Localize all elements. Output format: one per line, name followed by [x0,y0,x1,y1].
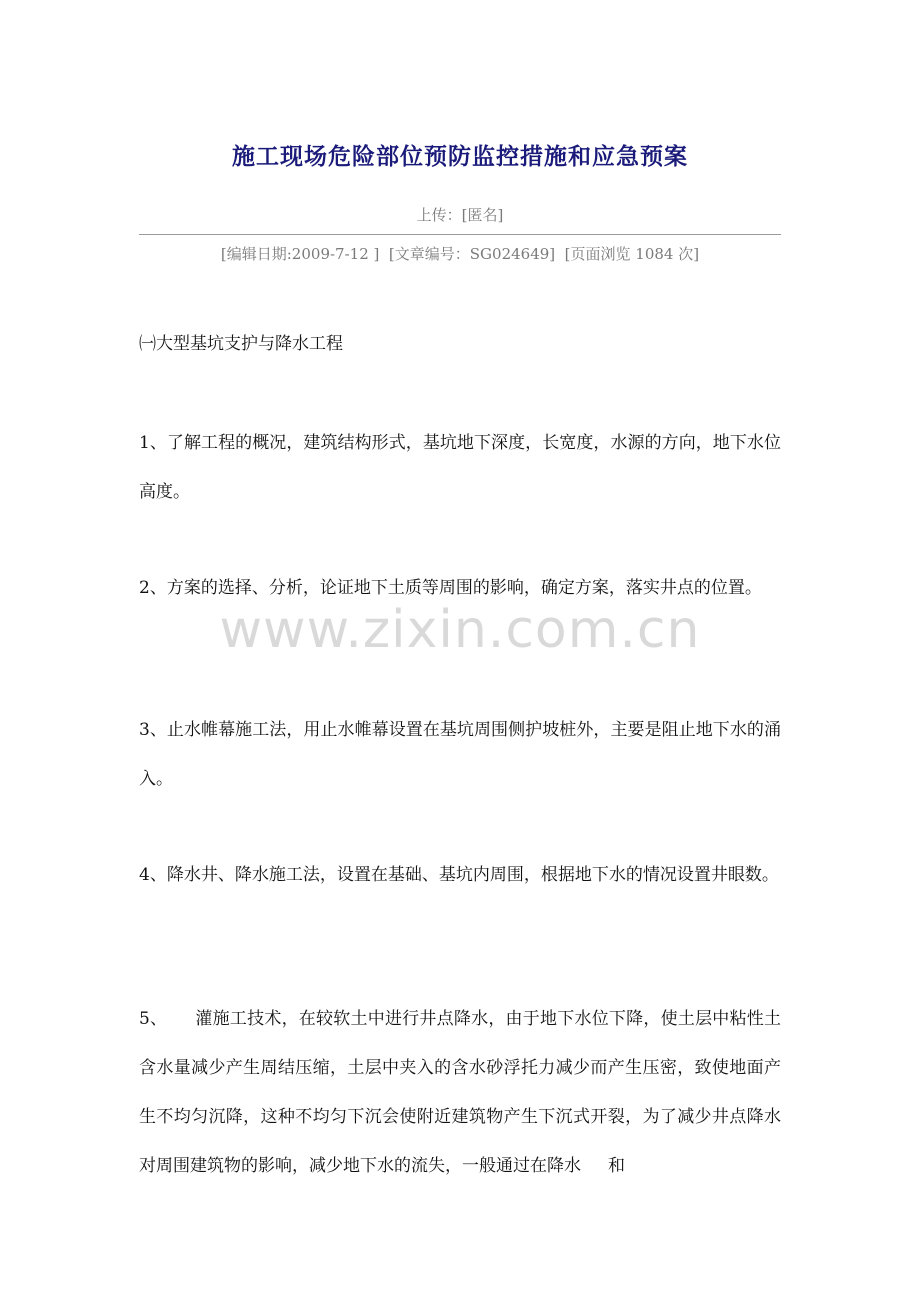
section-heading: ㈠大型基坑支护与降水工程 [139,334,343,354]
paragraph-4: 4、降水井、降水施工法，设置在基础、基坑内周围，根据地下水的情况设置井眼数。 [139,865,779,885]
paragraph-3: 3、止水帷幕施工法，用止水帷幕设置在基坑周围侧护坡桩外，主要是阻止地下水的涌入。 [139,720,781,789]
article-title: 施工现场危险部位预防监控措施和应急预案 [232,143,688,170]
header-divider [139,234,781,235]
article-meta: [编辑日期:2009-7-12 ] [文章编号：SG024649] [页面浏览 1084 次] [220,245,700,263]
watermark: www.zixin.com.cn [219,600,701,660]
paragraph-1: 1、了解工程的概况，建筑结构形式，基坑地下深度，长宽度，水源的方向，地下水位高度。 [139,433,781,502]
paragraph-2: 2、方案的选择、分析，论证地下土质等周围的影响，确定方案，落实井点的位置。 [139,578,762,598]
uploader-line: 上传：[匿名] [416,206,504,224]
paragraph-5: 5、 灌施工技术，在较软土中进行井点降水，由于地下水位下降，使土层中粘性土含水量减少产生周结压缩，土层中夹入的含水砂浮托力减少而产生压密，致使地面产生不均匀沉降，这种不均匀下沉会使附近建筑物产生下沉式开裂，为了减少井点降水对周围建筑物的影响，减少地下水的流失，一般通过在降水 和 [139,1009,781,1176]
